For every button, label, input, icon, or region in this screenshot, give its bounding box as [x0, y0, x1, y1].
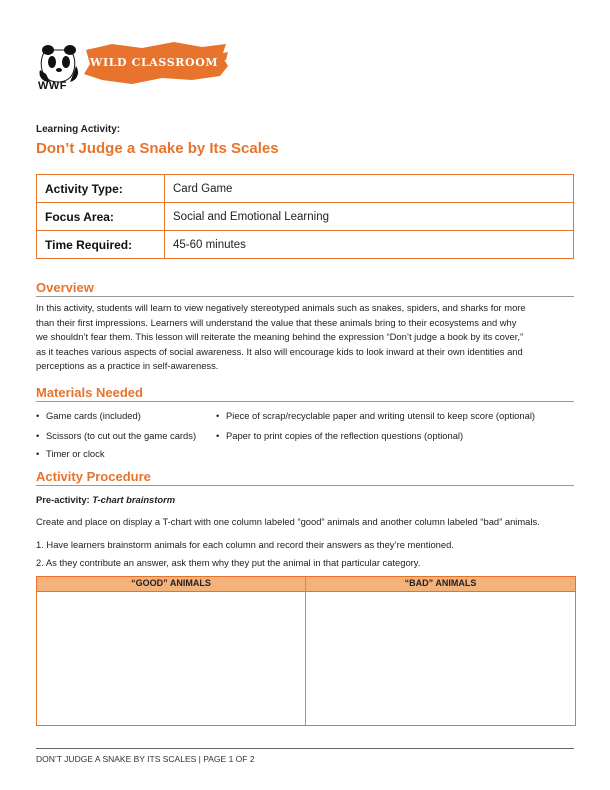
- activity-kicker: Learning Activity:: [36, 124, 121, 135]
- procedure-step: 1. Have learners brainstorm animals for each column and record their answers as they’re mentioned.: [36, 539, 454, 550]
- section-divider: [36, 485, 574, 486]
- material-item: Timer or clock: [46, 448, 105, 459]
- page-title: Don’t Judge a Snake by Its Scales: [36, 140, 279, 157]
- pre-activity-label: [36, 494, 175, 505]
- activity-info-table: [36, 174, 574, 259]
- overview-line: we shouldn’t fear them. This lesson will reiterate the meaning behind the expression “Don’t judge a book by its cover,”: [36, 331, 524, 342]
- org-name: WWF: [38, 80, 67, 92]
- list-item: • Piece of scrap/recyclable paper and writing utensil to keep score (optional): [216, 410, 536, 421]
- pre-activity-title: T-chart brainstorm: [92, 494, 176, 505]
- program-name: WILD CLASSROOM: [90, 56, 219, 69]
- list-item: • Timer or clock: [36, 448, 105, 459]
- material-item: Game cards (included): [46, 410, 141, 421]
- table-row: [37, 175, 574, 203]
- info-key: Time Required:: [37, 231, 165, 259]
- info-value: 45-60 minutes: [165, 231, 574, 259]
- section-divider: [36, 401, 574, 402]
- procedure-step: 2. As they contribute an answer, ask them why they put the animal in that particular category.: [36, 557, 421, 568]
- overview-line: than their first impressions. Learners will understand the value that these animals bring to their ecosystems and why: [36, 316, 517, 328]
- t-chart-divider: [305, 577, 306, 725]
- t-chart: [36, 576, 576, 726]
- materials-heading: Materials Needed: [36, 385, 143, 400]
- pre-activity-prefix: Pre-activity:: [36, 494, 90, 505]
- material-item: Piece of scrap/recyclable paper and writing utensil to keep score (optional): [226, 410, 536, 421]
- info-value: Card Game: [165, 175, 574, 203]
- t-chart-col-bad: “BAD” ANIMALS: [404, 578, 477, 588]
- material-item: Paper to print copies of the reflection questions (optional): [226, 430, 464, 441]
- procedure-heading: Activity Procedure: [36, 469, 151, 484]
- overview-line: In this activity, students will learn to view negatively stereotyped animals such as snakes, spiders, and sharks for more: [36, 302, 526, 313]
- table-row: [37, 203, 574, 231]
- page-footer: DON’T JUDGE A SNAKE BY ITS SCALES | PAGE 1 OF 2: [36, 754, 255, 764]
- info-key: Focus Area:: [37, 203, 165, 231]
- list-item: • Paper to print copies of the reflection questions (optional): [216, 430, 464, 441]
- list-item: • Game cards (included): [36, 410, 141, 421]
- overview-heading: Overview: [36, 280, 94, 295]
- section-divider: [36, 296, 574, 297]
- overview-line: as it teaches various aspects of social awareness. It also will encourage kids to look inward at their own identities and: [36, 345, 523, 357]
- t-chart-col-good: “GOOD” ANIMALS: [131, 578, 211, 588]
- table-row: [37, 231, 574, 259]
- footer-divider: [36, 748, 574, 749]
- overview-line: perceptions as a practice in self-awareness.: [36, 360, 219, 371]
- overview-paragraph: [36, 301, 574, 374]
- info-value: Social and Emotional Learning: [165, 203, 574, 231]
- material-item: Scissors (to cut out the game cards): [46, 430, 197, 441]
- list-item: • Scissors (to cut out the game cards): [36, 430, 197, 441]
- info-key: Activity Type:: [37, 175, 165, 203]
- procedure-intro: Create and place on display a T-chart with one column labeled “good” animals and another column labeled “bad” animals.: [36, 516, 540, 527]
